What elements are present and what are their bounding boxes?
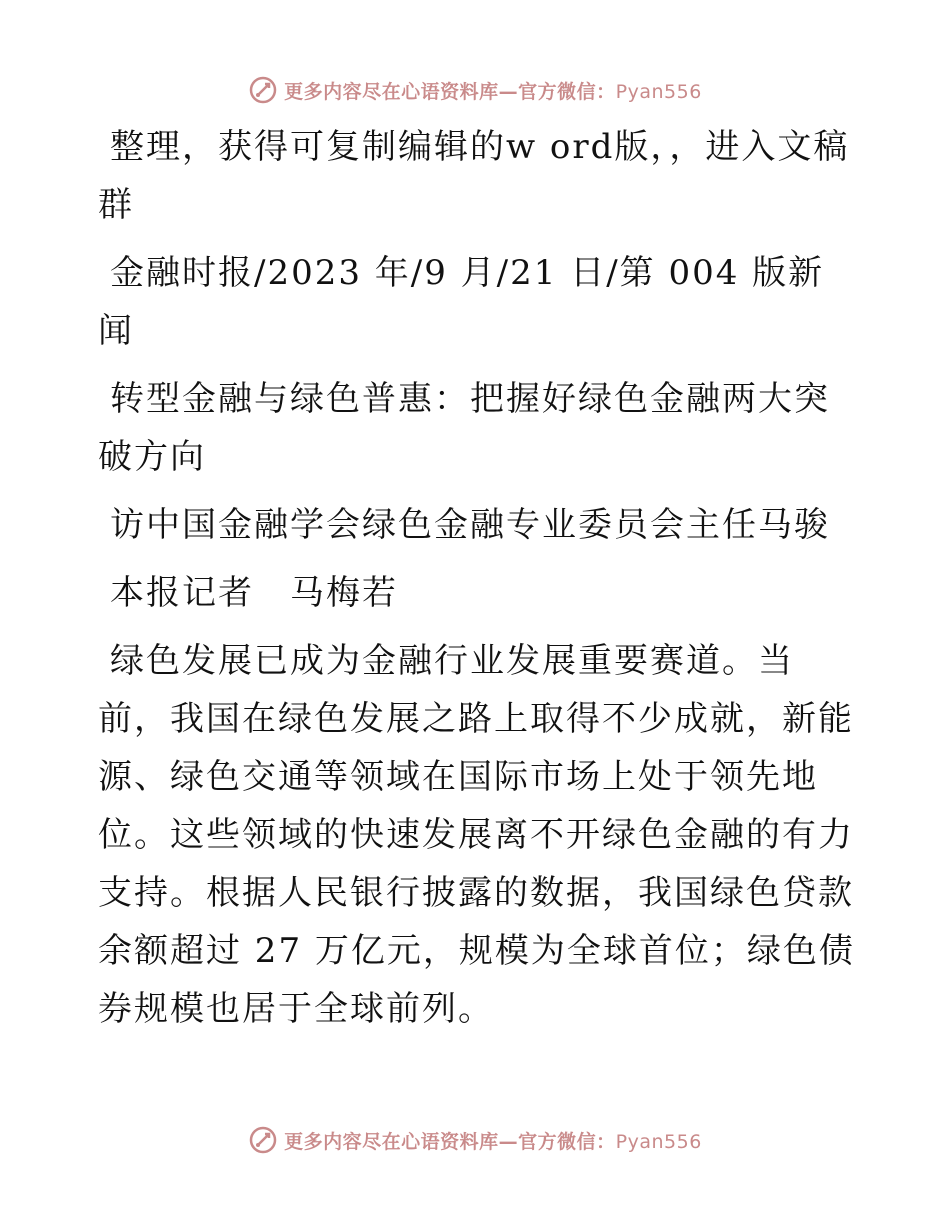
watermark-text: 更多内容尽在心语资料库—官方微信：Pyan556 (284, 80, 702, 103)
source-line: 金融时报/2023 年/9 月/21 日/第 004 版新闻 (98, 253, 825, 351)
watermark-text: 更多内容尽在心语资料库—官方微信：Pyan556 (284, 1130, 702, 1153)
quill-logo-icon (248, 1125, 278, 1155)
byline: 本报记者 马梅若 (110, 573, 398, 613)
body-paragraph: 绿色发展已成为金融行业发展重要赛道。当前，我国在绿色发展之路上取得不少成就，新能源、绿色交通等领域在国际市场上处于领先地位。这些领域的快速发展离不开绿色金融的有力支持。根据人民银行披露的数据，我国绿色贷款余额超过 27 万亿元，规模为全球首位；绿色债券规模也居于全球前列。 (98, 641, 855, 1029)
header-watermark (0, 70, 950, 110)
quill-logo-icon (248, 75, 278, 105)
article-title: 转型金融与绿色普惠：把握好绿色金融两大突破方向 (98, 379, 830, 477)
document-body (98, 118, 858, 1048)
footer-watermark (0, 1120, 950, 1160)
article-subtitle: 访中国金融学会绿色金融专业委员会主任马骏 (110, 505, 830, 545)
intro-note: 整理，获得可复制编辑的w ord版，，进入文稿群 (98, 127, 850, 225)
